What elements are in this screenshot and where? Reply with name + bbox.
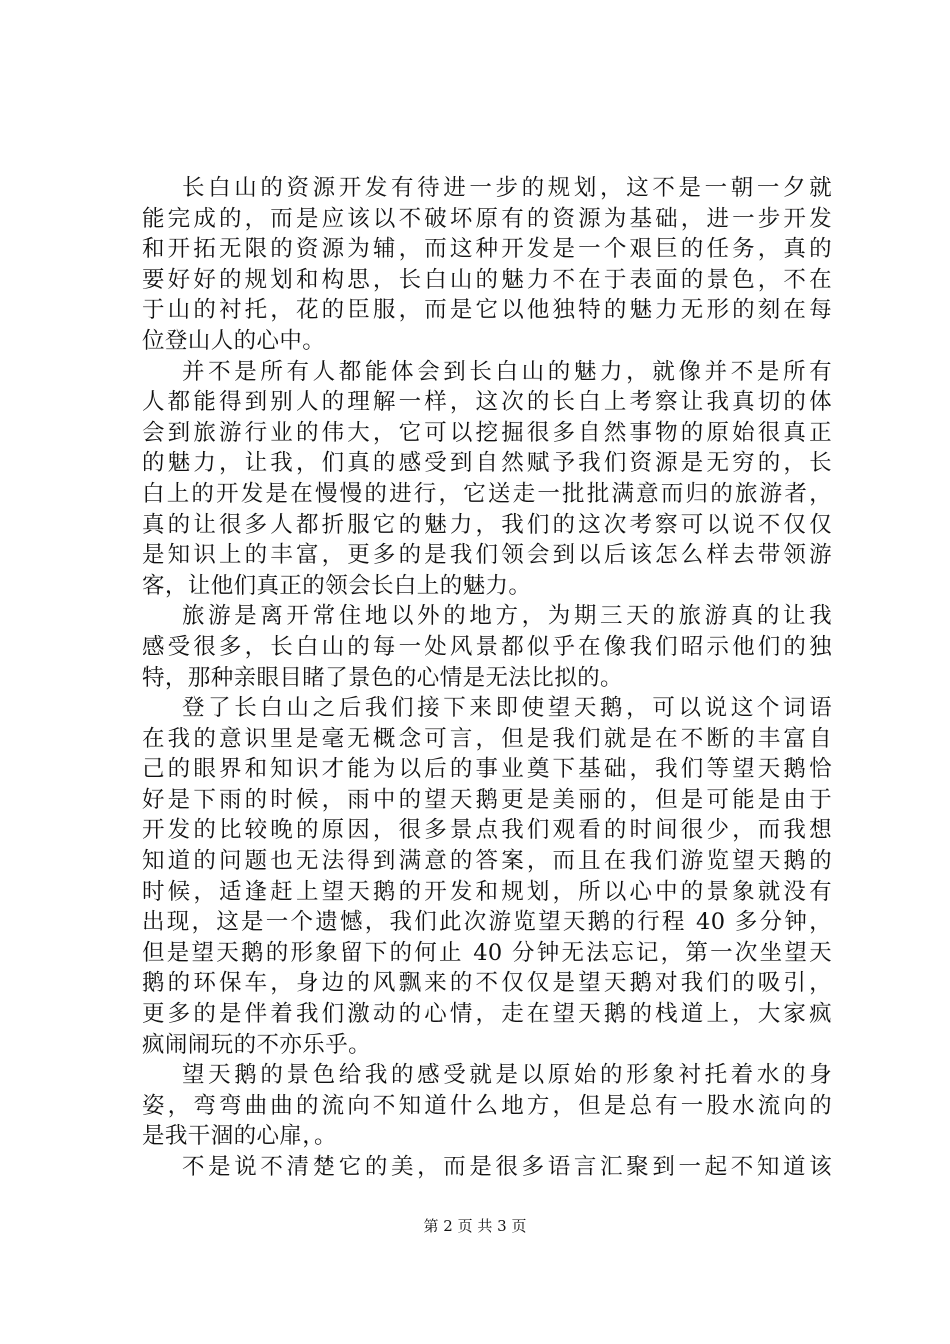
text-line: 会到旅游行业的伟大，它可以挖掘很多自然事物的原始很真正 [142,419,832,446]
text-line: 姿，弯弯曲曲的流向不知道什么地方，但是总有一股水流向的 [142,1092,832,1119]
text-line: 人都能得到别人的理解一样，这次的长白上考察让我真切的体 [142,389,832,416]
text-line: 是知识上的丰富，更多的是我们领会到以后该怎么样去带领游 [142,542,832,569]
text-line: 知道的问题也无法得到满意的答案，而且在我们游览望天鹅的 [142,848,832,875]
text-line: 客，让他们真正的领会长白上的魅力。 [142,572,532,599]
text-line: 己的眼界和知识才能为以后的事业奠下基础，我们等望天鹅恰 [142,756,832,783]
text-line: 能完成的，而是应该以不破坏原有的资源为基础，进一步开发 [142,205,832,232]
text-line: 白上的开发是在慢慢的进行，它送走一批批满意而归的旅游者， [142,480,832,507]
text-line: 不是说不清楚它的美，而是很多语言汇聚到一起不知道该 [182,1154,832,1180]
text-line: 在我的意识里是毫无概念可言，但是我们就是在不断的丰富自 [142,725,832,752]
text-line: 旅游是离开常住地以外的地方，为期三天的旅游真的让我 [182,603,832,630]
text-line: 位登山人的心中。 [142,327,326,354]
text-line: 鹅的环保车，身边的风飘来的不仅仅是望天鹅对我们的吸引， [142,970,832,997]
text-line: 望天鹅的景色给我的感受就是以原始的形象衬托着水的身 [182,1062,832,1089]
text-line: 和开拓无限的资源为辅，而这种开发是一个艰巨的任务，真的 [142,236,832,263]
text-line: 出现，这是一个遗憾，我们此次游览望天鹅的行程 40 多分钟， [142,909,832,936]
text-line: 更多的是伴着我们激动的心情，走在望天鹅的栈道上，大家疯 [142,1001,832,1028]
text-line: 特，那种亲眼目睹了景色的心情是无法比拟的。 [142,664,623,691]
text-line: 是我干涸的心扉，。 [142,1123,337,1150]
text-line: 但是望天鹅的形象留下的何止 40 分钟无法忘记，第一次坐望天 [142,939,832,966]
text-line: 好是下雨的时候，雨中的望天鹅更是美丽的，但是可能是由于 [142,786,832,813]
text-line: 登了长白山之后我们接下来即使望天鹅，可以说这个词语 [182,695,832,722]
text-line: 的魅力，让我，们真的感受到自然赋予我们资源是无穷的，长 [142,450,832,477]
text-line: 于山的衬托，花的臣服，而是它以他独特的魅力无形的刻在每 [142,297,832,324]
page-footer: 第 2 页 共 3 页 [423,1217,527,1235]
text-line: 并不是所有人都能体会到长白山的魅力，就像并不是所有 [182,358,832,385]
text-line: 真的让很多人都折服它的魅力，我们的这次考察可以说不仅仅 [142,511,832,538]
text-line: 要好好的规划和构思，长白山的魅力不在于表面的景色，不在 [142,266,832,293]
text-line: 疯闹闹玩的不亦乐乎。 [142,1031,372,1058]
text-line: 开发的比较晚的原因，很多景点我们观看的时间很少，而我想 [142,817,832,844]
document-body [142,173,832,1183]
text-line: 时候，适逢赶上望天鹅的开发和规划，所以心中的景象就没有 [142,878,832,905]
text-line: 感受很多，长白山的每一处风景都似乎在像我们昭示他们的独 [142,633,832,660]
text-line: 长白山的资源开发有待进一步的规划，这不是一朝一夕就 [182,175,832,201]
